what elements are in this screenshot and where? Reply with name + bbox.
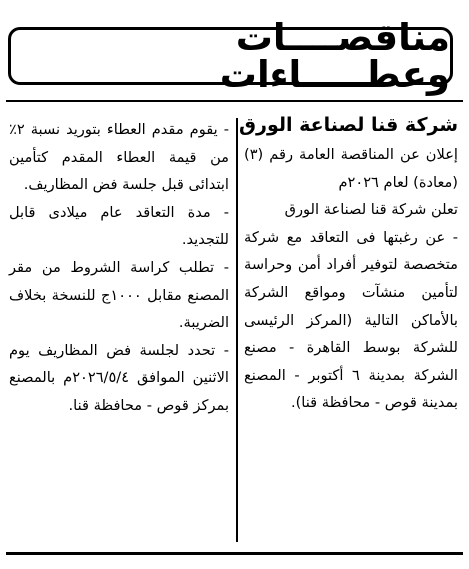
announcement-intro: تعلن شركة قنا لصناعة الورق	[284, 201, 458, 219]
announcement-right-column	[239, 109, 458, 417]
top-divider	[6, 100, 463, 102]
tender-condition-duration: - مدة التعاقد عام ميلادى قابل للتجديد.	[9, 203, 229, 249]
tender-description: - عن رغبتها فى التعاقد مع شركة متخصصة لتوفير أفراد أمن وحراسة لتأمين منشآت ومواقع الشركة بالأماكن التالية (المركز الرئيسى للشركة بوسط القاهرة - مصنع الشركة بمدينة ٦ أكتوبر - المصنع بمدينة قوص - محافظة قنا).	[244, 228, 458, 412]
tender-announcement: إعلان عن المناقصة العامة رقم (٣) (معادة) لعام ٢٠٢٦م	[244, 146, 458, 191]
section-title: مناقصــــات وعطـــــاءات	[219, 16, 450, 96]
section-header-box	[8, 16, 453, 96]
tender-condition-guarantee: - يقوم مقدم العطاء بتوريد نسبة ٢٪ من قيمة العطاء المقدم كتأمين ابتدائى قبل جلسة فض المظاريف.	[9, 121, 229, 194]
announcement-left-column	[9, 116, 229, 420]
bottom-divider	[6, 552, 463, 555]
company-name: شركة قنا لصناعة الورق	[239, 114, 458, 136]
tender-condition-session: - تحدد لجلسة فض المظاريف يوم الاثنين الموافق ٢٠٢٦/٥/٤م بالمصنع بمركز قوص - محافظة قنا.	[9, 341, 229, 414]
tender-condition-booklet: - تطلب كراسة الشروط من مقر المصنع مقابل ١٠٠٠ج للنسخة بخلاف الضريبة.	[9, 258, 229, 332]
column-separator	[236, 118, 238, 542]
